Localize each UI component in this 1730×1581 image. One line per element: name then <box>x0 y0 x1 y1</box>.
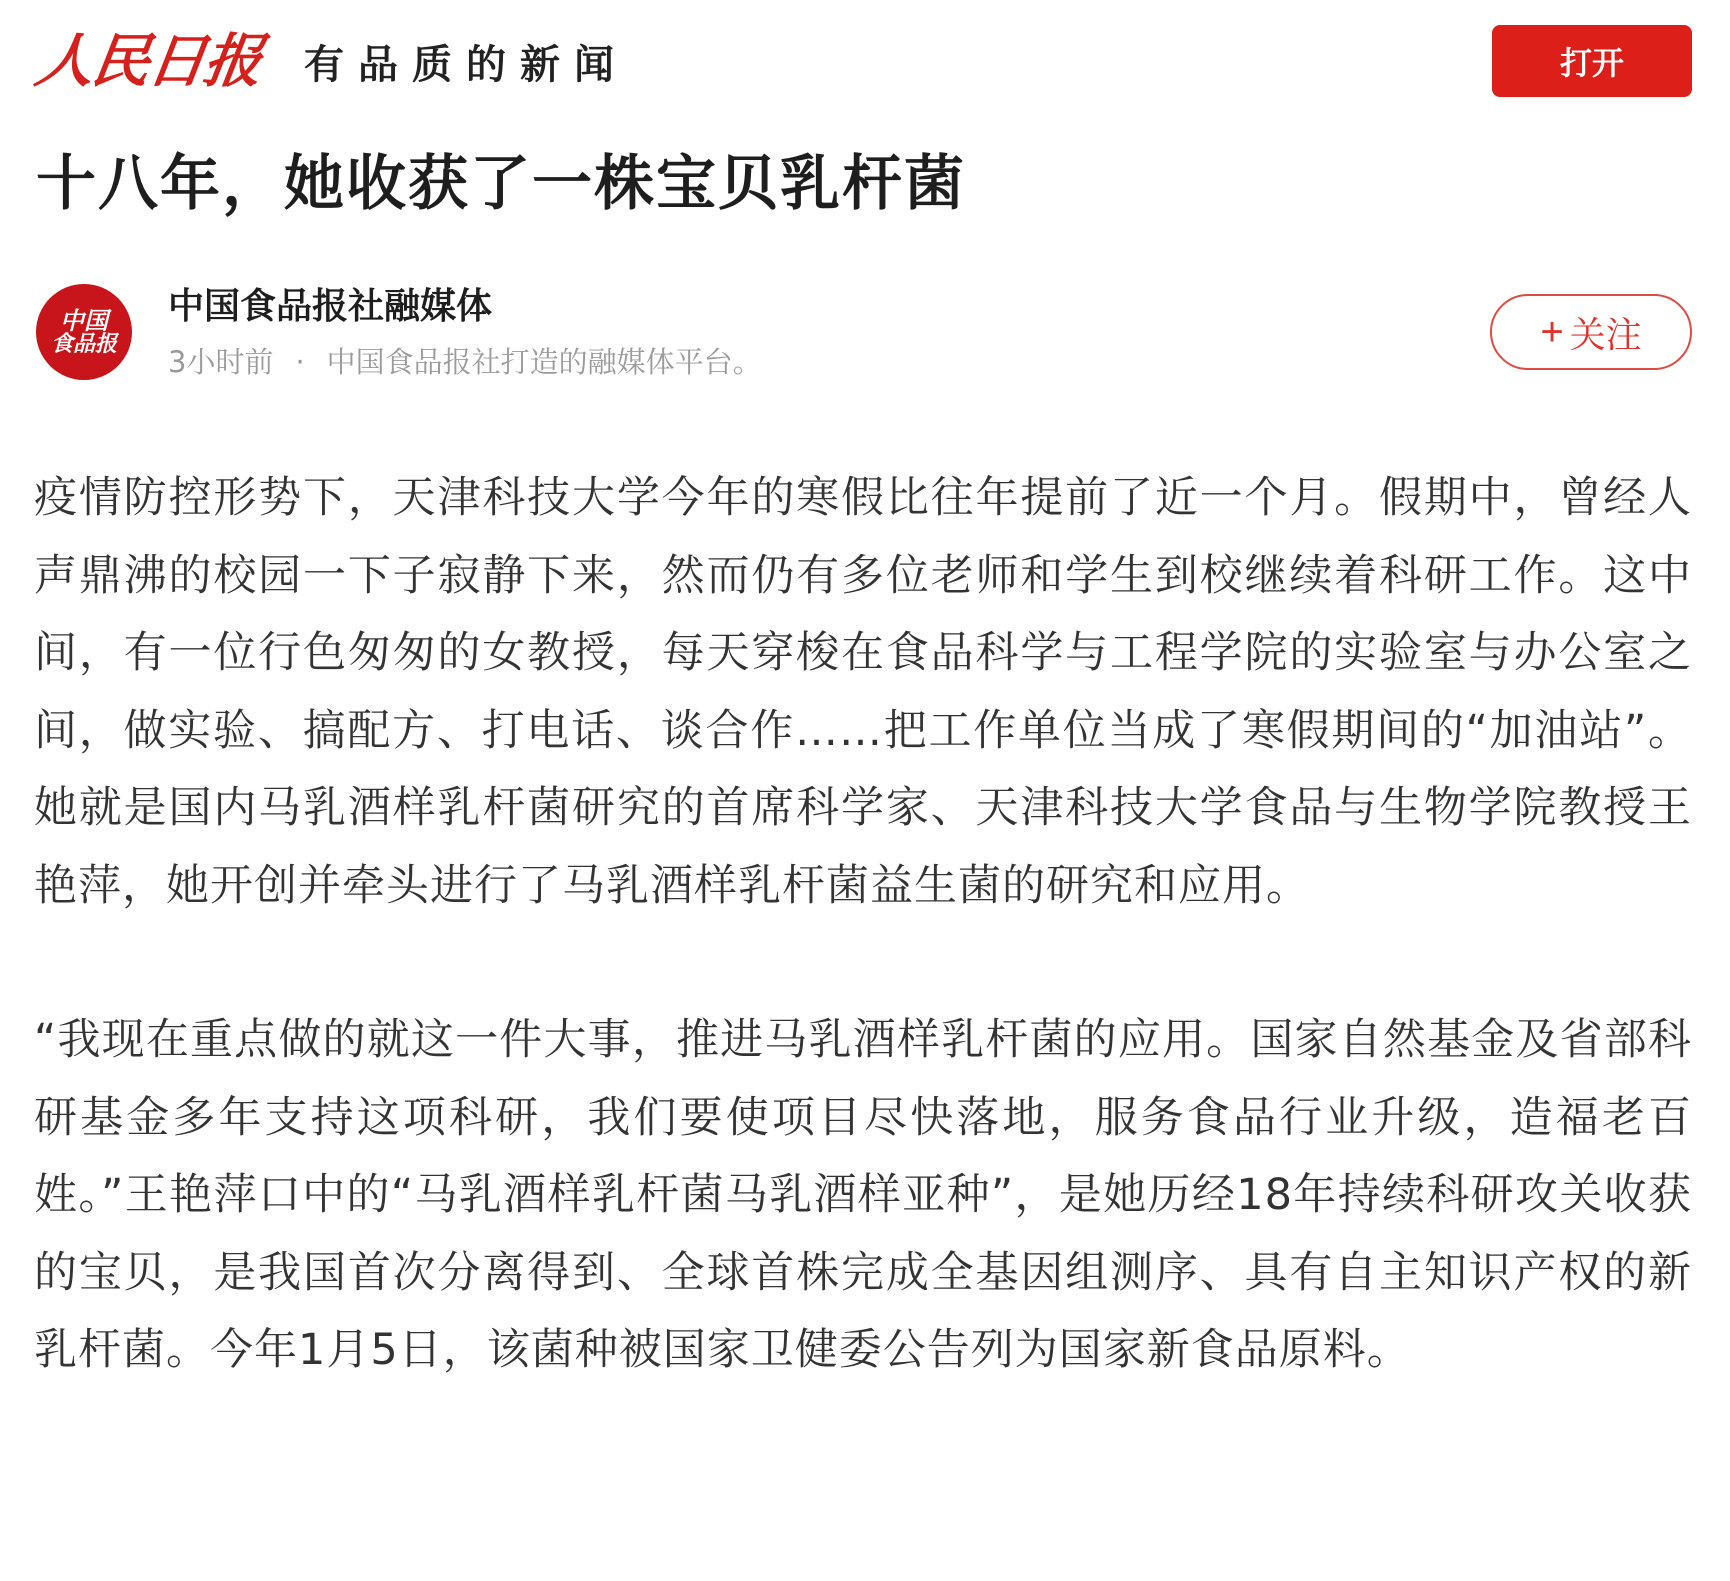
slogan: 有品质的新闻 <box>304 41 629 88</box>
people-daily-logo[interactable]: 人民日报 <box>31 27 265 95</box>
author-subline <box>168 344 1490 380</box>
follow-button[interactable] <box>1490 294 1692 370</box>
article-paragraph: “我现在重点做的就这一件大事，推进马乳酒样乳杆菌的应用。国家自然基金及省部科研基金多年支持这项科研，我们要使项目尽快落地，服务食品行业升级，造福老百姓。”王艳萍口中的“马乳酒样乳杆菌马乳酒样亚种”，是她历经18年持续科研攻关收获的宝贝，是我国首次分离得到、全球首株完成全基因组测序、具有自主知识产权的新乳杆菌。今年1月5日，该菌种被国家卫健委公告列为国家新食品原料。 <box>34 1015 1692 1375</box>
article-paragraph: 疫情防控形势下，天津科技大学今年的寒假比往年提前了近一个月。假期中，曾经人声鼎沸的校园一下子寂静下来，然而仍有多位老师和学生到校继续着科研工作。这中间，有一位行色匆匆的女教授，每天穿梭在食品科学与工程学院的实验室与办公室之间，做实验、搞配方、打电话、谈合作……把工作单位当成了寒假期间的“加油站”。她就是国内马乳酒样乳杆菌研究的首席科学家、天津科技大学食品与生物学院教授王艳萍，她开创并牵头进行了马乳酒样乳杆菌益生菌的研究和应用。 <box>34 473 1692 911</box>
avatar-text-line1: 中国 <box>60 305 108 335</box>
author-description: 中国食品报社打造的融媒体平台。 <box>326 345 762 379</box>
top-bar <box>31 22 1692 100</box>
author-row <box>36 280 1692 384</box>
publish-time: 3小时前 <box>168 345 274 379</box>
avatar-text-line2: 食品报 <box>50 331 117 358</box>
author-name[interactable]: 中国食品报社融媒体 <box>168 286 493 327</box>
author-meta <box>168 284 1490 380</box>
plus-icon: + <box>1540 310 1564 354</box>
open-app-button[interactable]: 打开 <box>1492 25 1692 97</box>
article-title: 十八年，她收获了一株宝贝乳杆菌 <box>36 149 966 219</box>
follow-label: 关注 <box>1569 313 1642 355</box>
meta-separator: · <box>295 345 305 379</box>
article-body <box>34 460 1692 1390</box>
brand <box>31 27 629 95</box>
author-avatar[interactable] <box>36 284 132 380</box>
